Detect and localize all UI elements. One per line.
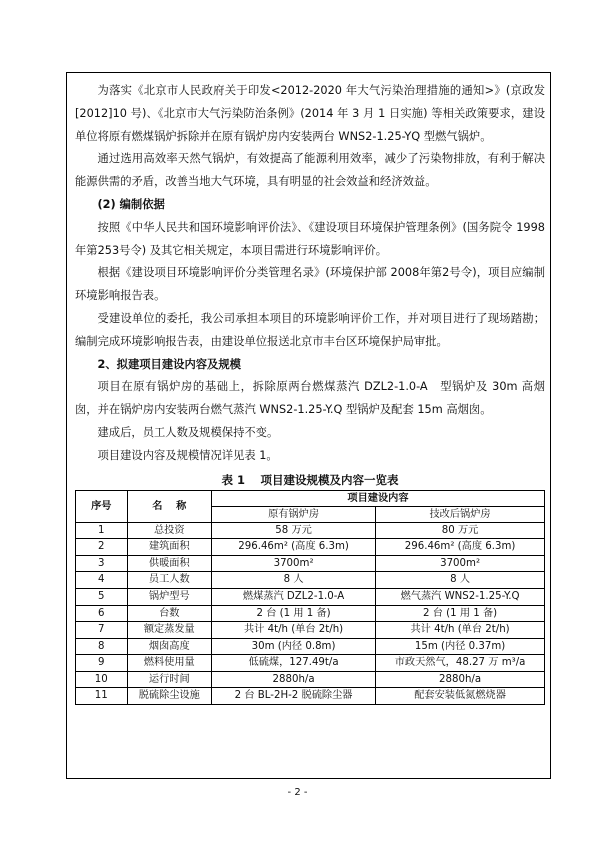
table-cell-name: 运行时间: [127, 671, 211, 688]
paragraph: 受建设单位的委托，我公司承担本项目的环境影响评价工作，并对项目进行了现场踏勘；编制完成环境影响报告表，由建设单位报送北京市丰台区环境保护局审批。: [75, 311, 545, 348]
header-before: 原有锅炉房: [211, 506, 375, 522]
header-no: 序号: [76, 490, 128, 522]
table-cell-no: 11: [76, 688, 128, 705]
table-cell-name: 锅炉型号: [127, 588, 211, 605]
table-cell-after: 2880h/a: [376, 671, 545, 688]
table-cell-before: 2880h/a: [211, 671, 375, 688]
table-row: [76, 688, 545, 705]
table-cell-before: 30m (内径 0.8m): [211, 638, 375, 655]
table-cell-after: 共计 4t/h (单台 2t/h): [376, 622, 545, 639]
table-cell-no: 8: [76, 638, 128, 655]
table-cell-no: 7: [76, 622, 128, 639]
table-cell-name: 台数: [127, 605, 211, 622]
header-name: 名 称: [127, 490, 211, 522]
document-body: [75, 80, 545, 705]
table-row: [76, 539, 545, 556]
table-cell-before: 2 台 BL-2H-2 脱硫除尘器: [211, 688, 375, 705]
table-cell-name: 烟囱高度: [127, 638, 211, 655]
table-cell-before: 58 万元: [211, 522, 375, 539]
table-cell-name: 燃料使用量: [127, 655, 211, 672]
table-row: [76, 655, 545, 672]
table-cell-after: 8 人: [376, 572, 545, 589]
paragraph: 根据《建设项目环境影响评价分类管理名录》(环境保护部 2008年第2号令)，项目应编制环境影响报告表。: [75, 266, 545, 303]
paragraph: 建成后，员工人数及规模保持不变。: [97, 425, 279, 439]
table-row: [76, 622, 545, 639]
paragraph: 按照《中华人民共和国环境影响评价法》、《建设项目环境保护管理条例》(国务院令 1998年第253号令) 及其它相关规定，本项目需进行环境影响评价。: [75, 220, 545, 257]
table-cell-after: 296.46m² (高度 6.3m): [376, 539, 545, 556]
page-number: - 2 -: [287, 787, 308, 798]
table-cell-after: 15m (内径 0.37m): [376, 638, 545, 655]
table-caption: 表 1 项目建设规模及内容一览表: [221, 472, 399, 487]
table-row: [76, 605, 545, 622]
table-cell-before: 296.46m² (高度 6.3m): [211, 539, 375, 556]
table-cell-before: 共计 4t/h (单台 2t/h): [211, 622, 375, 639]
table-row: [76, 638, 545, 655]
header-content: 项目建设内容: [211, 490, 544, 506]
table-cell-no: 4: [76, 572, 128, 589]
table-body: [76, 522, 545, 705]
table-cell-after: 市政天然气，48.27 万 m³/a: [376, 655, 545, 672]
table-row: [76, 572, 545, 589]
table-cell-name: 脱硫除尘设施: [127, 688, 211, 705]
table-header-row: [76, 490, 545, 506]
table-cell-after: 燃气蒸汽 WNS2-1.25-Y.Q: [376, 588, 545, 605]
table-cell-after: 3700m²: [376, 555, 545, 572]
table-cell-after: 配套安装低氮燃烧器: [376, 688, 545, 705]
header-after: 技改后锅炉房: [376, 506, 545, 522]
table-row: [76, 671, 545, 688]
project-table: [75, 490, 545, 706]
table-cell-after: 2 台 (1 用 1 备): [376, 605, 545, 622]
table-row: [76, 555, 545, 572]
table-cell-before: 燃煤蒸汽 DZL2-1.0-A: [211, 588, 375, 605]
table-cell-before: 2 台 (1 用 1 备): [211, 605, 375, 622]
table-cell-no: 6: [76, 605, 128, 622]
table-row: [76, 522, 545, 539]
table-cell-name: 员工人数: [127, 572, 211, 589]
section-heading: (2) 编制依据: [97, 197, 165, 211]
table-cell-before: 低硫煤，127.49t/a: [211, 655, 375, 672]
table-cell-before: 3700m²: [211, 555, 375, 572]
table-cell-after: 80 万元: [376, 522, 545, 539]
table-cell-name: 供暖面积: [127, 555, 211, 572]
paragraph: 通过选用高效率天然气锅炉，有效提高了能源利用效率，减少了污染物排放，有利于解决能源供需的矛盾，改善当地大气环境，具有明显的社会效益和经济效益。: [75, 152, 545, 189]
table-cell-no: 9: [76, 655, 128, 672]
section-heading: 2、拟建项目建设内容及规模: [97, 357, 241, 371]
table-cell-no: 5: [76, 588, 128, 605]
table-cell-no: 1: [76, 522, 128, 539]
table-cell-no: 3: [76, 555, 128, 572]
table-cell-before: 8 人: [211, 572, 375, 589]
table-row: [76, 588, 545, 605]
paragraph: 为落实《北京市人民政府关于印发<2012-2020 年大气污染治理措施的通知>》(京政发[2012]10 号)、《北京市大气污染防治条例》(2014 年 3 月 1 日实施) 等相关政策要求，建设单位将原有燃煤锅炉拆除并在原有锅炉房内安装两台 WNS2-1.25-YQ 型燃气锅炉。: [75, 84, 545, 143]
paragraph: 项目在原有锅炉房的基础上，拆除原两台燃煤蒸汽 DZL2-1.0-A 型锅炉及 30m 高烟囱，并在锅炉房内安装两台燃气蒸汽 WNS2-1.25-Y.Q 型锅炉及配套 15m 高烟囱。: [75, 380, 545, 417]
table-cell-name: 总投资: [127, 522, 211, 539]
table-cell-name: 额定蒸发量: [127, 622, 211, 639]
table-cell-name: 建筑面积: [127, 539, 211, 556]
table-cell-no: 2: [76, 539, 128, 556]
paragraph: 项目建设内容及规模情况详见表 1。: [97, 448, 278, 462]
table-cell-no: 10: [76, 671, 128, 688]
